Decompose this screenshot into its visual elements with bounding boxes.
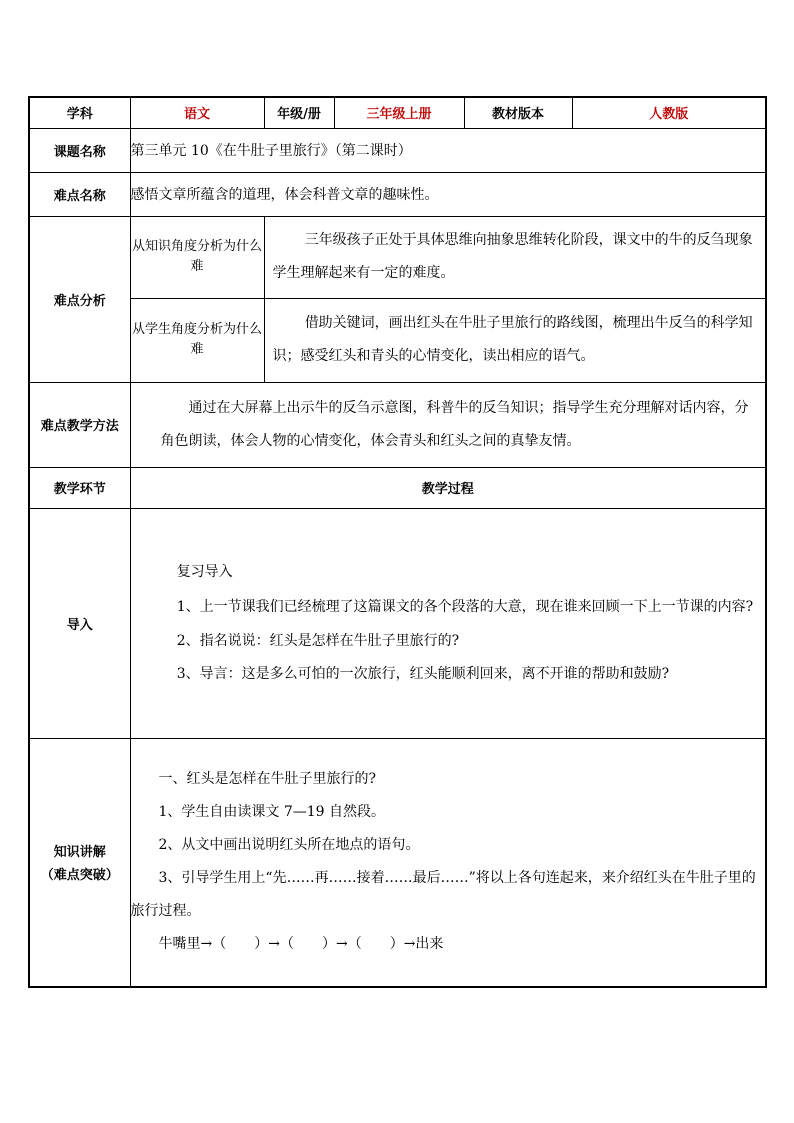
method-label: 难点教学方法 — [29, 382, 130, 467]
knowledge-angle-label: 从知识角度分析为什么难 — [130, 216, 264, 298]
student-angle-text: 借助关键词，画出红头在牛肚子里旅行的路线图，梳理出牛反刍的科学知识；感受红头和青头的心情变化，读出相应的语气。 — [272, 315, 753, 364]
student-angle-cell — [264, 298, 766, 382]
intro-content — [130, 508, 766, 738]
knowledge-angle-cell — [264, 216, 766, 298]
knowledge-section-label — [29, 738, 130, 987]
intro-line: 复习导入 — [176, 563, 233, 580]
knowledge-content — [130, 738, 766, 987]
knowledge-label-line2: （难点突破） — [40, 868, 119, 884]
knowledge-row — [29, 738, 766, 987]
grade-label: 年级/册 — [264, 97, 334, 128]
difficulty-row — [29, 172, 766, 216]
method-row — [29, 382, 766, 467]
edition-value: 人教版 — [572, 97, 766, 128]
intro-line: 2、指名说说：红头是怎样在牛肚子里旅行的? — [176, 632, 460, 649]
knowledge-angle-text: 三年级孩子正处于具体思维向抽象思维转化阶段，课文中的牛的反刍现象学生理解起来有一定的难度。 — [272, 232, 753, 281]
knowledge-line: 3、引导学生用上“先……再……接着……最后……”将以上各句连起来，来介绍红头在牛肚子里的旅行过程。 — [130, 870, 756, 920]
steps-header-row — [29, 467, 766, 508]
knowledge-line: 2、从文中画出说明红头所在地点的语句。 — [158, 837, 420, 854]
route-blank-line: 牛嘴里→（ ）→（ ）→（ ）→出来 — [158, 936, 444, 953]
method-text: 通过在大屏幕上出示牛的反刍示意图，科普牛的反刍知识；指导学生充分理解对话内容，分角色朗读，体会人物的心情变化，体会青头和红头之间的真挚友情。 — [160, 399, 749, 449]
analysis-label: 难点分析 — [29, 216, 130, 382]
lesson-row — [29, 128, 766, 172]
analysis-student-row — [29, 298, 766, 382]
difficulty-label: 难点名称 — [29, 172, 130, 216]
knowledge-line: 1、学生自由读课文 7—19 自然段。 — [158, 804, 386, 821]
edition-label: 教材版本 — [464, 97, 572, 128]
subject-label: 学科 — [29, 97, 130, 128]
intro-line: 3、导言：这是多么可怕的一次旅行，红头能顺利回来，离不开谁的帮助和鼓励? — [176, 665, 670, 682]
intro-line: 1、上一节课我们已经梳理了这篇课文的各个段落的大意，现在谁来回顾一下上一节课的内容? — [176, 598, 754, 615]
steps-label: 教学环节 — [29, 467, 130, 508]
knowledge-line: 一、红头是怎样在牛肚子里旅行的? — [158, 771, 377, 788]
knowledge-label-line1: 知识讲解 — [53, 845, 106, 861]
subject-value: 语文 — [130, 97, 264, 128]
lesson-label: 课题名称 — [29, 128, 130, 172]
grade-value: 三年级上册 — [334, 97, 464, 128]
lesson-plan-table — [28, 96, 767, 988]
header-row — [29, 97, 766, 128]
intro-row — [29, 508, 766, 738]
difficulty-text: 感悟文章所蕴含的道理，体会科普文章的趣味性。 — [130, 172, 766, 216]
method-cell — [130, 382, 766, 467]
intro-section-label: 导入 — [29, 508, 130, 738]
student-angle-label: 从学生角度分析为什么难 — [130, 298, 264, 382]
process-label: 教学过程 — [130, 467, 766, 508]
analysis-knowledge-row — [29, 216, 766, 298]
lesson-title: 第三单元 10《在牛肚子里旅行》（第二课时） — [130, 128, 766, 172]
